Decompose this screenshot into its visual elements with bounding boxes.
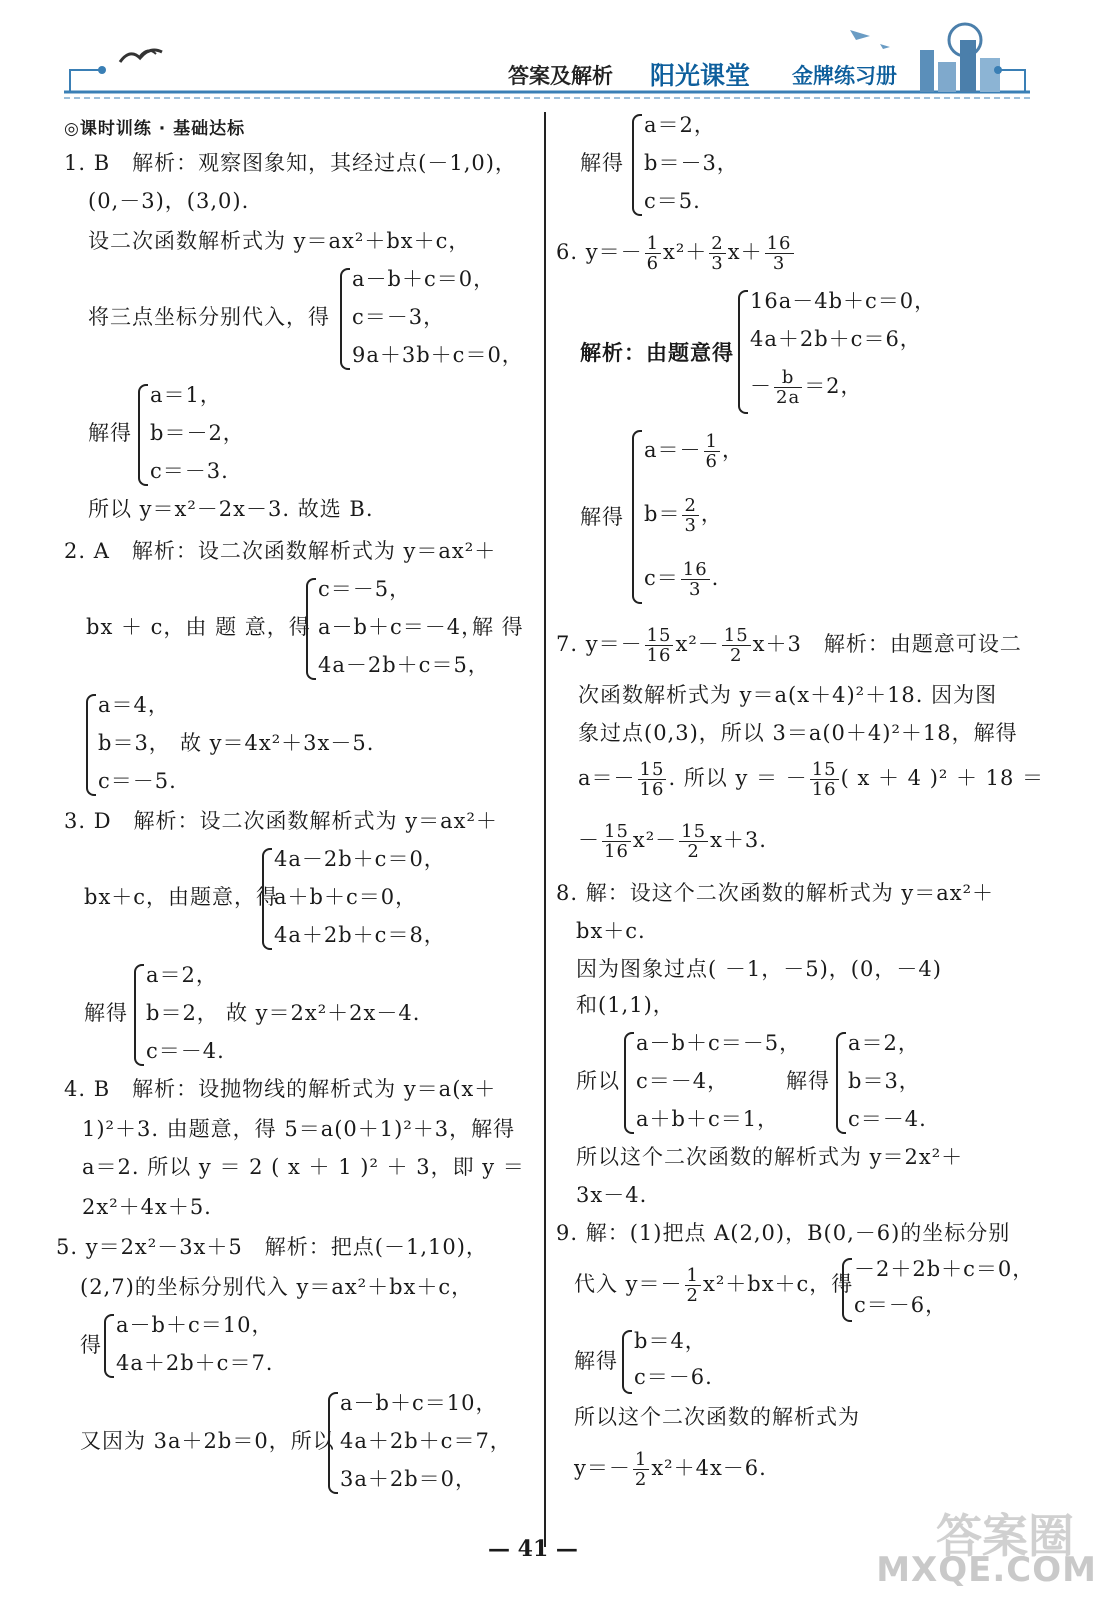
q3-solve: 解得 [84,1001,128,1025]
q6-sol3-den: 3 [688,579,702,600]
q6-sol3-post: . [711,566,720,590]
q7-l5-frac2 [679,822,708,861]
q6-frac3-den: 3 [772,253,786,274]
q6-eq3-den: 2a [776,387,801,408]
q5-eq1: a－b＋c＝10， [116,1313,274,1337]
q7-frac2-den: 2 [729,645,743,666]
q8-sol3: c＝－4. [848,1107,927,1131]
q6-eq2: 4a＋2b＋c＝6， [750,327,922,351]
q3-sol2: b＝2， [146,1001,219,1025]
q7-l5-num2: 15 [681,821,707,842]
section-title: ◎课时训练 · 基础达标 [64,119,246,139]
q9-l2-frac [685,1266,701,1305]
q2-line2: bx ＋ c，由 题 意，得 [86,615,311,639]
q7-l4-c: ( x ＋ 4 )² ＋ 18 ＝ [840,766,1045,790]
q8-eq1: a－b＋c＝－5， [636,1031,802,1055]
q6-eq3-pre: － [750,374,772,398]
q6-answer [556,230,796,274]
q3-eq1: 4a－2b＋c＝0， [274,847,446,871]
q6-label: 6. y＝－ [556,240,643,264]
q5-f3: 3a＋2b＝0， [340,1467,478,1491]
q9-eq2: c＝－6， [854,1293,948,1317]
q6-frac2-den: 3 [711,253,724,274]
q5-solve: 解得 [580,151,624,175]
q6-intro: 解析：由题意得 [580,340,734,365]
q6-sol2-frac [682,496,698,535]
q8-eq3: a＋b＋c＝1， [636,1107,780,1131]
q9-eq1: －2＋2b＋c＝0， [854,1257,1035,1281]
q5-system2-brace [328,1392,338,1494]
q8-line3: 因为图象过点( －1，－5)，(0，－4) [576,957,942,981]
q7-l4-den1: 16 [639,779,665,800]
q3-conclusion: 故 y＝2x²＋2x－4. [226,1001,421,1025]
q8-line6: 3x－4. [576,1183,648,1207]
q9-solution-brace [622,1330,632,1394]
q1-eq3: 9a＋3b＋c＝0， [352,343,524,367]
header-book-title: 金牌练习册 [792,64,897,88]
q7-frac1 [645,626,674,665]
q7-frac2 [722,626,751,665]
q2-conclusion: 故 y＝4x²＋3x－5. [180,731,375,755]
q2-eq3: 4a－2b＋c＝5， [318,653,490,677]
q8-sol2: b＝3， [848,1069,921,1093]
q2-eq2: a－b＋c＝－4， [318,615,484,639]
q3-system-brace [262,848,272,950]
q5-line2: (2,7)的坐标分别代入 y＝ax²＋bx＋c， [80,1275,474,1299]
q2-line1: 2. A 解析：设二次函数解析式为 y＝ax²＋ [64,539,497,563]
q6-solve: 解得 [580,505,624,529]
q3-line2: bx＋c，由题意，得 [84,885,279,909]
q7-line2: 次函数解析式为 y＝a(x＋4)²＋18. 因为图 [578,683,998,707]
q7-frac1-den: 16 [646,645,672,666]
q3-sol3: c＝－4. [146,1039,225,1063]
q6-sol1-den: 6 [705,451,718,472]
q7-line3: 象过点(0,3)，所以 3＝a(0＋4)²＋18，解得 [578,721,1018,745]
q8-sol1: a＝2， [848,1031,920,1055]
q9-line4 [574,1446,767,1490]
q5-sol2: b＝－3， [644,151,739,175]
q6-frac3-num: 16 [766,233,792,254]
watermark-logo: 答案圈 [936,1509,1074,1563]
q7-tail: x＋3 解析：由题意可设二 [752,632,1022,656]
q6-x2: x²＋ [663,240,708,264]
q9-l2-b: x²＋bx＋c，得 [703,1272,854,1296]
q6-sol1-post: ， [721,438,744,462]
q6-sol1-num: 1 [705,431,718,452]
q7-l5-b: x²－ [632,828,678,852]
q6-sol1 [644,428,744,472]
q5-line3: 又因为 3a＋2b＝0，所以 [80,1429,335,1453]
q8-line4: 和(1,1)， [576,993,675,1017]
q8-system-brace [624,1032,634,1134]
header-answers-label: 答案及解析 [508,64,613,88]
q7-label: 7. y＝－ [556,632,643,656]
q5-sol3: c＝5. [644,189,701,213]
q6-sol3 [644,556,719,600]
q2-sol2: b＝3， [98,731,171,755]
q6-solution-brace [632,430,642,604]
q6-eq3-num: b [774,368,802,388]
column-divider [544,112,546,1547]
q5-de: 得 [80,1333,102,1357]
q1-eq2: c＝－3， [352,305,446,329]
q6-frac1-den: 6 [646,253,660,274]
q9-l4-den: 2 [634,1469,648,1490]
q1-eq1: a－b＋c＝0， [352,267,496,291]
q8-solution-brace [836,1032,846,1134]
q6-frac2 [709,234,725,273]
q6-eq3 [750,364,863,408]
q9-l4-a: y＝－ [574,1456,631,1480]
header-brand: 阳光课堂 [650,61,751,90]
q2-sol3: c＝－5. [98,769,177,793]
q1-sol2: b＝－2， [150,421,245,445]
q9-line3: 所以这个二次函数的解析式为 [574,1405,860,1429]
q7-l5-frac1 [602,822,631,861]
q1-line3: 设二次函数解析式为 y＝ax²＋bx＋c， [88,229,471,253]
q6-eq3-post: ＝2， [804,374,863,398]
page-number: — 41 — [488,1536,578,1562]
q7-l4-num1: 15 [639,759,665,780]
q9-l2-num: 1 [686,1265,699,1286]
q7-l4-a: a＝－ [578,766,636,790]
q9-line1: 9. 解：(1)把点 A(2,0)，B(0,－6)的坐标分别 [556,1221,1011,1245]
q7-l4-frac2 [810,760,839,799]
q9-sol1: b＝4， [634,1329,707,1353]
q1-sol1: a＝1， [150,383,222,407]
q9-sol2: c＝－6. [634,1365,713,1389]
q1-sol3: c＝－3. [150,459,229,483]
q1-solution-brace [138,384,148,486]
q6-sol2 [644,492,723,536]
q4-line3: a＝2. 所以 y ＝ 2 ( x ＋ 1 )² ＋ 3，即 y ＝ [82,1155,525,1179]
q1-solve: 解得 [88,421,132,445]
q7-line5 [578,818,767,862]
q1-intro: 将三点坐标分别代入，得 [88,305,330,329]
q3-eq2: a＋b＋c＝0， [274,885,418,909]
q8-eq2: c＝－4， [636,1069,730,1093]
watermark-text: MXQE.COM [876,1550,1097,1590]
q6-sol3-num: 16 [682,559,708,580]
q6-sol3-frac [681,560,710,599]
q4-line4: 2x²＋4x＋5. [82,1195,212,1219]
q7-x2: x²－ [675,632,720,656]
header-decoration [0,0,1111,110]
q7-l5-den1: 16 [604,841,629,862]
q7-l5-num1: 15 [604,821,629,842]
q1-system-brace [340,268,350,370]
q1-line2: (0,－3)，(3,0). [88,189,250,213]
q7-l4-den2: 16 [811,779,837,800]
q5-sol1: a＝2， [644,113,716,137]
q6-sol2-post: ， [700,502,723,526]
q7-l4-frac1 [638,760,667,799]
q9-l2-a: 代入 y＝－ [574,1272,683,1296]
q6-sol2-den: 3 [684,515,697,536]
q9-line2 [574,1262,853,1306]
q7-l4-num2: 15 [811,759,837,780]
q6-sol2-pre: b＝ [644,502,681,526]
q8-solve: 解得 [786,1069,830,1093]
q1-line1: 1. B 解析：观察图象知，其经过点(－1,0)， [64,151,517,175]
q5-line1: 5. y＝2x²－3x＋5 解析：把点(－1,10)， [56,1235,488,1259]
q7-l5-a: － [578,828,600,852]
q7-frac2-num: 15 [723,625,749,646]
q7-l5-c: x＋3. [710,828,767,852]
q8-so: 所以 [576,1069,620,1093]
q6-sol1-pre: a＝－ [644,438,702,462]
q2-sol1: a＝4， [98,693,170,717]
q6-eq1: 16a－4b＋c＝0， [750,289,937,313]
q1-conclusion: 所以 y＝x²－2x－3. 故选 B. [88,497,374,521]
q6-sol2-num: 2 [684,495,697,516]
q5-eq2: 4a＋2b＋c＝7. [116,1351,274,1375]
q6-sol1-frac [704,432,720,471]
q3-sol1: a＝2， [146,963,218,987]
q3-solution-brace [134,964,144,1066]
q2-system-brace [306,578,316,680]
q4-line2: 1)²＋3. 由题意，得 5＝a(0＋1)²＋3，解得 [82,1117,516,1141]
q2-solution-brace [86,694,96,796]
q6-frac1-num: 1 [646,233,660,254]
q7-l4-b: . 所以 y ＝ － [668,766,808,790]
q8-line5: 所以这个二次函数的解析式为 y＝2x²＋ [576,1145,964,1169]
q8-line2: bx＋c. [576,919,646,943]
page-header [0,0,1111,110]
q3-eq3: 4a＋2b＋c＝8， [274,923,446,947]
q5-f1: a－b＋c＝10， [340,1391,498,1415]
q9-l4-frac [633,1450,649,1489]
q9-l2-den: 2 [686,1285,699,1306]
q7-frac1-num: 15 [646,625,672,646]
q9-solve: 解得 [574,1349,618,1373]
q5-system-brace [104,1314,114,1378]
q9-l4-b: x²＋4x－6. [651,1456,767,1480]
q9-l4-num: 1 [634,1449,648,1470]
q5-f2: 4a＋2b＋c＝7， [340,1429,512,1453]
q6-eq3-frac [774,368,802,407]
q5-solution-brace [632,114,642,216]
q2-eq1: c＝－5， [318,577,412,601]
q6-frac3 [765,234,794,273]
q6-frac2-num: 2 [711,233,724,254]
q6-sol3-pre: c＝ [644,566,679,590]
q9-system-brace [842,1258,852,1322]
q7-l5-den2: 2 [687,841,700,862]
q6-x1: x＋ [727,240,763,264]
q3-line1: 3. D 解析：设二次函数解析式为 y＝ax²＋ [64,809,498,833]
q7-answer [556,622,1022,666]
q4-line1: 4. B 解析：设抛物线的解析式为 y＝a(x＋ [64,1077,497,1101]
q8-line1: 8. 解：设这个二次函数的解析式为 y＝ax²＋ [556,881,995,905]
q6-frac1 [645,234,661,273]
q6-system-brace [738,290,748,414]
q2-solve: 解 得 [472,615,524,639]
q7-line4 [578,756,1044,800]
